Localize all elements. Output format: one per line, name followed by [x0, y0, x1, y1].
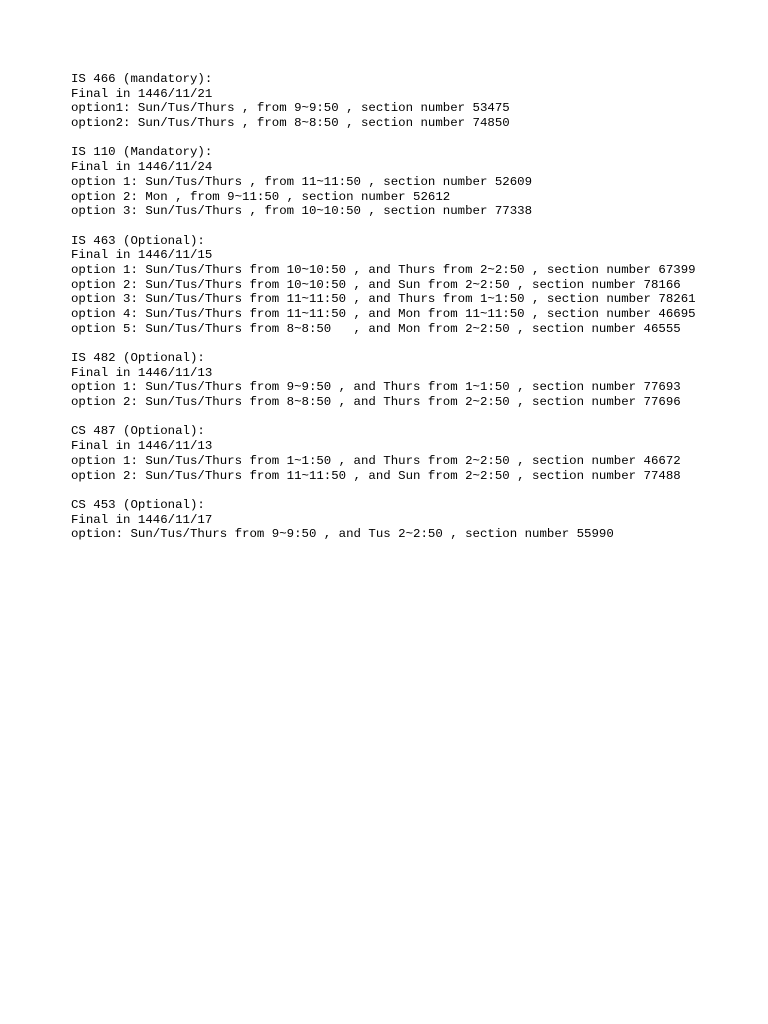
option-line: option1: Sun/Tus/Thurs , from 9~9:50 , section number 53475: [71, 101, 510, 116]
course-heading: CS 487 (Optional):: [71, 424, 205, 439]
course-is-110: [71, 145, 699, 219]
final-date: Final in 1446/11/21: [71, 86, 213, 101]
option-line: option 1: Sun/Tus/Thurs from 9~9:50 , and Thurs from 1~1:50 , section number 77693: [71, 380, 681, 395]
option-line: option 2: Mon , from 9~11:50 , section number 52612: [71, 189, 451, 204]
final-date: Final in 1446/11/15: [71, 248, 213, 263]
course-is-482: [71, 351, 699, 410]
course-heading: CS 453 (Optional):: [71, 497, 205, 512]
option-line: option 1: Sun/Tus/Thurs from 1~1:50 , and Thurs from 2~2:50 , section number 46672: [71, 453, 681, 468]
option-line: option 5: Sun/Tus/Thurs from 8~8:50 , and Mon from 2~2:50 , section number 46555: [71, 321, 681, 336]
option-line: option 2: Sun/Tus/Thurs from 8~8:50 , and Thurs from 2~2:50 , section number 77696: [71, 395, 681, 410]
course-heading: IS 482 (Optional):: [71, 351, 205, 366]
course-heading: IS 110 (Mandatory):: [71, 145, 213, 160]
option-line: option 3: Sun/Tus/Thurs , from 10~10:50 , section number 77338: [71, 204, 533, 219]
option-line: option 1: Sun/Tus/Thurs , from 11~11:50 , section number 52609: [71, 174, 533, 189]
option-line: option 1: Sun/Tus/Thurs from 10~10:50 , and Thurs from 2~2:50 , section number 67399: [71, 262, 696, 277]
option-line: option 2: Sun/Tus/Thurs from 10~10:50 , and Sun from 2~2:50 , section number 78166: [71, 277, 681, 292]
final-date: Final in 1446/11/13: [71, 365, 213, 380]
final-date: Final in 1446/11/13: [71, 439, 213, 454]
course-is-463: [71, 234, 699, 337]
option-line: option 2: Sun/Tus/Thurs from 11~11:50 , and Sun from 2~2:50 , section number 77488: [71, 468, 681, 483]
course-cs-453: [71, 498, 699, 542]
final-date: Final in 1446/11/17: [71, 512, 213, 527]
course-cs-487: [71, 424, 699, 483]
option-line: option2: Sun/Tus/Thurs , from 8~8:50 , section number 74850: [71, 116, 510, 131]
option-line: option 3: Sun/Tus/Thurs from 11~11:50 , and Thurs from 1~1:50 , section number 78261: [71, 292, 696, 307]
course-heading: IS 466 (mandatory):: [71, 72, 213, 86]
document-page: [71, 72, 699, 557]
course-is-466: [71, 72, 699, 131]
final-date: Final in 1446/11/24: [71, 160, 213, 175]
option-line: option 4: Sun/Tus/Thurs from 11~11:50 , and Mon from 11~11:50 , section number 46695: [71, 307, 696, 322]
course-heading: IS 463 (Optional):: [71, 233, 205, 248]
option-line: option: Sun/Tus/Thurs from 9~9:50 , and Tus 2~2:50 , section number 55990: [71, 527, 614, 542]
